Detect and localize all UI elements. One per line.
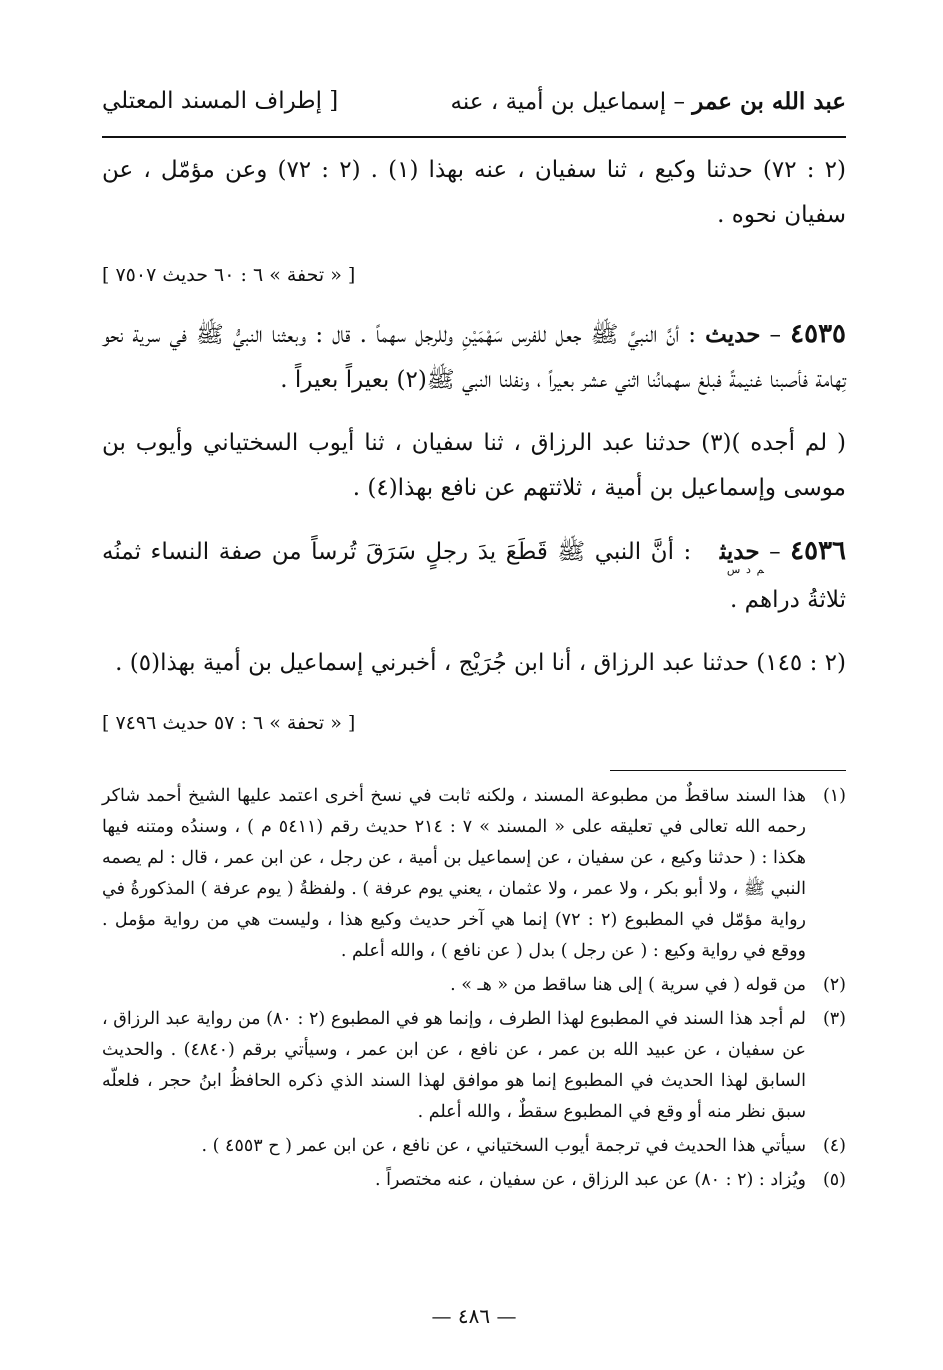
hadith-keyword: حديث (705, 321, 761, 348)
footnote (102, 970, 846, 1001)
hadith-number: ٤٥٣٥ (790, 319, 847, 349)
paragraph-isnad-3: (٢ : ١٤٥) حدثنا عبد الرزاق ، أنا ابن جُرَيْج ، أخبرني إسماعيل بن أمية بهذا(٥) . (115, 650, 846, 676)
footnote-mark: (٤) (822, 1136, 846, 1156)
hadith-number: ٤٥٣٦ (790, 536, 847, 566)
footnotes (102, 781, 846, 1196)
tuhfa-reference-1-wrap (102, 256, 846, 312)
paragraph-isnad-2: ( لم أجده )(٣) حدثنا عبد الرزاق ، ثنا سفيان ، ثنا أيوب السختياني وأيوب بن موسى وإسماعيل بن أمية ، ثلاثتهم عن نافع بهذا(٤) . (102, 430, 846, 501)
source-sigla: م د س (726, 563, 764, 576)
hadith-4535: ٤٥٣٥ – حديث : أنَّ النبيَّ ﷺ جعل للفرس سَهْمَيْنِ وللرجل سهماً . قال : وبعثنا النبيُّ ﷺ في سرية نحو تِهامة فأصبنا غنيمةً فبلغ سهمانُنا اثني عشر بعيراً ، ونفلنا النبي ﷺ(٢) بعيراً بعيراً . (102, 319, 847, 393)
running-header (102, 80, 846, 138)
hadith-text: : أنَّ النبيَّ ﷺ جعل للفرس سَهْمَيْنِ وللرجل سهماً . قال : وبعثنا النبيُّ ﷺ في سرية نحو تِهامة فأصبنا غنيمةً فبلغ سهمانُنا اثني عشر بعيراً ، ونفلنا النبي ﷺ(٢) بعيراً بعيراً . (102, 322, 846, 393)
footnote-mark: (١) (822, 786, 846, 806)
header-subtitle: – إسماعيل بن أمية ، عنه (450, 89, 693, 115)
footnote-text: لم أجد هذا السند في المطبوع لهذا الطرف ، وإنما هو في المطبوع (٢ : ٨٠) من رواية عبد الرزاق ، عن سفيان ، عن عبيد الله بن عمر ، عن نافع ، عن ابن عمر ، وسيأتي برقم (٤٨٤٠) . والحديث السابق لهذا الحديث في المطبوع إنما هو موافق لهذا السند الذي ذكره الحافظُ ابنُ حجر ، فلعلّه سبق نظر منه أو وقع في المطبوع سقطٌ ، والله أعلم . (102, 1009, 806, 1122)
footnote-separator (610, 770, 846, 771)
header-name: عبد الله بن عمر (692, 88, 846, 115)
footnote-mark: (٢) (822, 975, 846, 995)
header-book-title: [ إطراف المسند المعتلي (102, 88, 339, 114)
hadith-text: : أنَّ النبي ﷺ قَطَعَ يدَ رجلٍ سَرَقَ تُرساً من صفة النساء ثمنُه ثلاثةُ دراهم . (102, 539, 846, 613)
footnote (102, 1165, 846, 1196)
footnote-text: هذا السند ساقطٌ من مطبوعة المسند ، ولكنه ثابت في نسخ أخرى اعتمد عليها الشيخ أحمد شاكر رحمه الله تعالى في تعليقه على « المسند » ٧ : ٢١٤ حديث رقم (٥٤١١ م ) ، وسندُه ومتنه فيها هكذا : ( حدثنا وكيع ، عن سفيان ، عن إسماعيل بن أمية ، عن رجل ، عن ابن عمر ، قال : لم يصمه النبي ﷺ ، ولا أبو بكر ، ولا عمر ، ولا عثمان ، يعني يوم عرفة ) . ولفظةُ ( يوم عرفة ) المذكورةُ في رواية مؤمّل في المطبوع (٢ : ٧٢) إنما هي آخر حديث وكيع هذا ، وليست هي من رواية مؤمل . ووقع في رواية وكيع : ( عن رجل ) بدل ( عن نافع ) ، والله أعلم . (102, 786, 806, 961)
footnote-mark: (٥) (822, 1170, 846, 1190)
footnote-mark: (٣) (822, 1009, 846, 1029)
book-page (102, 80, 846, 1350)
footnote (102, 1131, 846, 1162)
paragraph-isnad-1: (٢ : ٧٢) حدثنا وكيع ، ثنا سفيان ، عنه بهذا (١) . (٢ : ٧٢) وعن مؤمّل ، عن سفيان نحوه . (102, 157, 846, 228)
header-chapter-title (451, 88, 846, 115)
footnote (102, 1004, 846, 1128)
tuhfa-reference-1: [ « تحفة » ٦ : ٦٠ حديث ٧٥٠٧ ] (102, 264, 356, 286)
hadith-keyword: حديث (719, 538, 760, 565)
tuhfa-reference-2: [ « تحفة » ٦ : ٥٧ حديث ٧٤٩٦ ] (102, 712, 356, 734)
main-text (102, 148, 846, 1199)
tuhfa-reference-2-wrap (102, 704, 846, 760)
footnote-text: ويُزاد : (٢ : ٨٠) عن عبد الرزاق ، عن سفيان ، عنه مختصراً . (375, 1170, 806, 1190)
footnote-text: من قوله ( في سرية ) إلى هنا ساقط من « هـ » . (450, 975, 806, 995)
hadith-4536: ٤٥٣٦ – حديث$_{م د س}$ : أنَّ النبي ﷺ قَطَعَ يدَ رجلٍ سَرَقَ تُرساً من صفة النساء ثمنُه ثلاثةُ دراهم . (102, 536, 847, 613)
page-number: — ٤٨٦ — (431, 1304, 517, 1328)
footnote (102, 781, 846, 967)
footnote-text: سيأتي هذا الحديث في ترجمة أيوب السختياني ، عن نافع ، عن ابن عمر ( ح ٤٥٥٣ ) . (201, 1136, 806, 1156)
